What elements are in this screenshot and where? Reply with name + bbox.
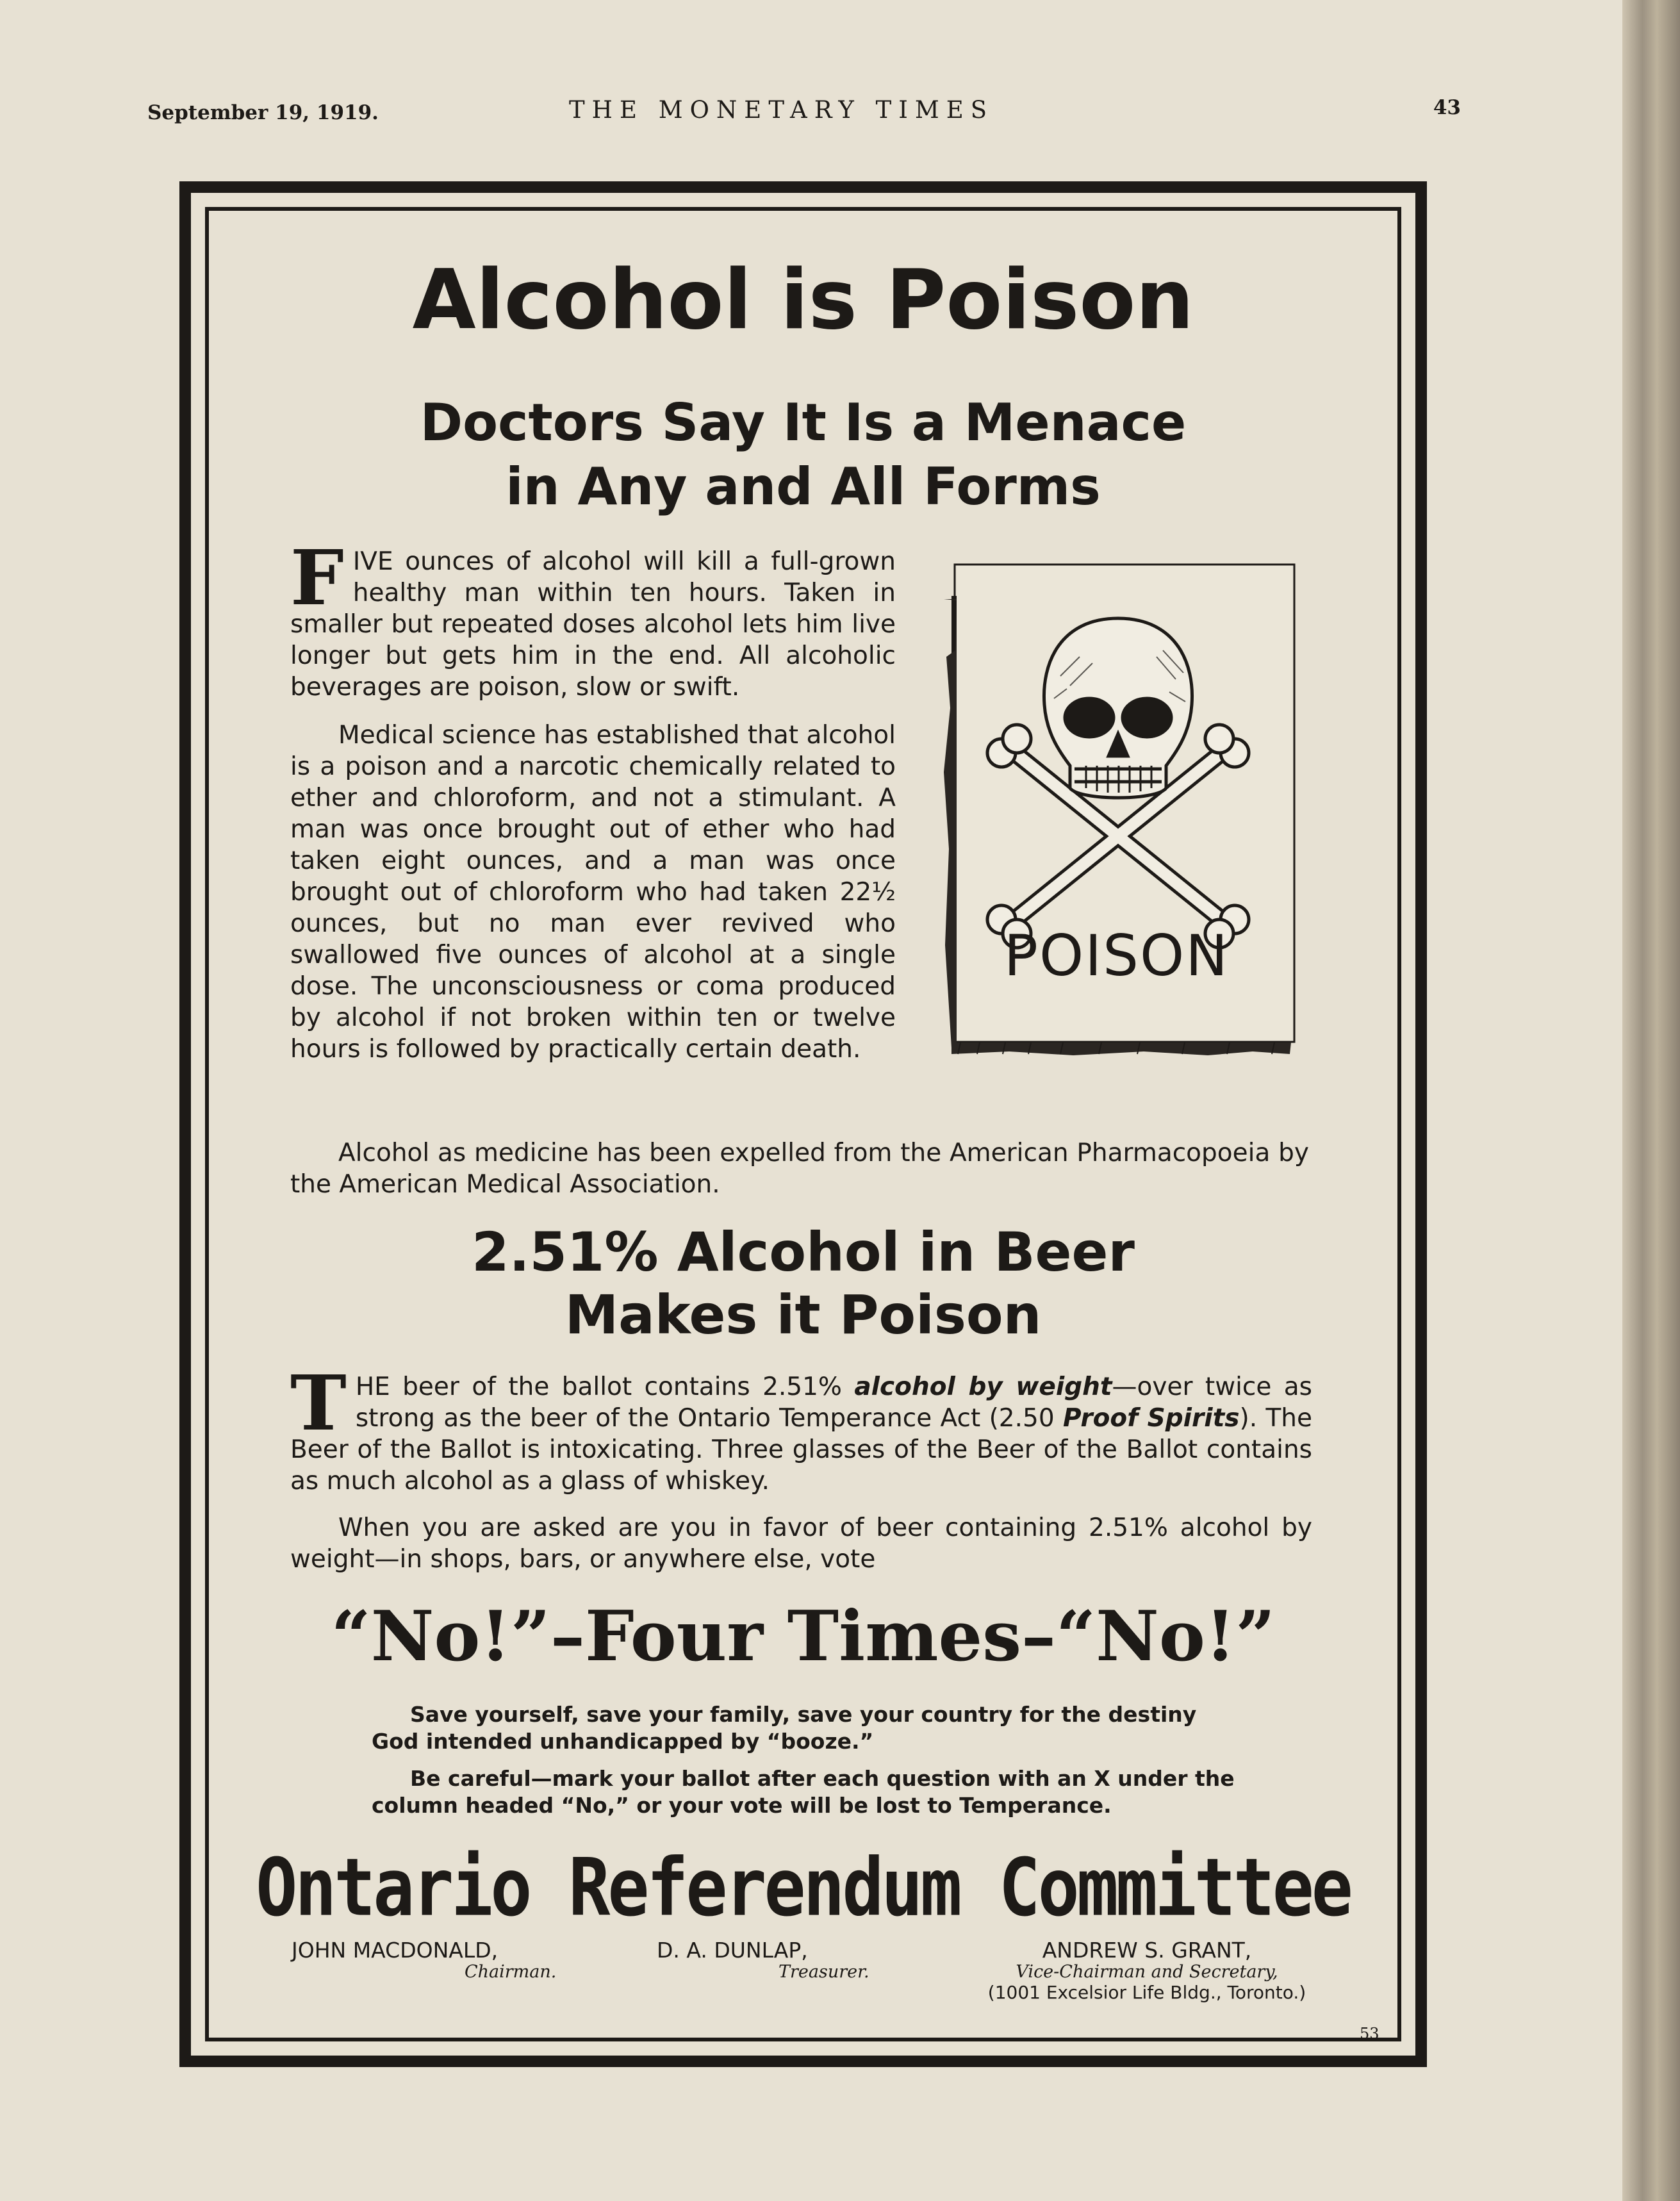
officer-role: Vice-Chairman and Secretary, — [1016, 1962, 1278, 1982]
officer-name: D. A. DUNLAP, — [657, 1938, 808, 1963]
page-header — [147, 96, 1461, 135]
ad-subtitle — [205, 391, 1401, 519]
beer-text-b: —over twice as strong as the beer of the Ontario Temperance Act (2.50 — [355, 1373, 1312, 1433]
save-yourself-text — [372, 1701, 1243, 1755]
intro-paragraph — [290, 533, 896, 703]
ad-title: Alcohol is Poison — [412, 252, 1194, 348]
officer-name: ANDREW S. GRANT, — [1042, 1938, 1252, 1963]
medicine-paragraph: Alcohol as medicine has been expelled from the American Pharmacopoeia by the American Medical Association. — [290, 1139, 1309, 1199]
officer-secretary — [955, 1938, 1339, 2004]
beer-text-c: ). The Beer of the Ballot is intoxicating. Three glasses of the Beer of the Ballot contains as much alcohol as a glass of whiskey. — [290, 1404, 1312, 1496]
medical-science-paragraph: Medical science has established that alcohol is a poison and a narcotic chemically related to ether and chloroform, and not a stimulant. A man was once brought out of ether who had taken eight ounces, and a man was once brought out of chloroform who had taken 22½ ounces, but no man ever revived who swallowed five ounces of alcohol at a single dose. The unconsciousness or coma produced by alcohol if not broken within ten or twelve hours is followed by practically certain death. — [290, 721, 896, 1064]
beer-paragraph — [290, 1358, 1312, 1497]
officer-chairman — [292, 1938, 556, 1982]
officer-address: (1001 Excelsior Life Bldg., Toronto.) — [987, 1982, 1306, 2003]
subtitle-line-2: in Any and All Forms — [506, 457, 1101, 516]
officer-role: Chairman. — [465, 1962, 557, 1982]
beer-emphasis-weight: alcohol by weight — [854, 1373, 1112, 1401]
be-careful-paragraph: Be careful—mark your ballot after each question with an X under the column headed “No,” or your vote will be lost to Temperance. — [372, 1766, 1235, 1818]
intro-text: IVE ounces of alcohol will kill a full-grown healthy man within ten hours. Taken in smaller but repeated doses alcohol lets him live longer but gets him in the end. All alcoholic beverages are poison, slow or swift. — [290, 547, 896, 702]
officer-role: Treasurer. — [778, 1962, 869, 1982]
drop-cap: F — [290, 533, 344, 622]
beer-heading-line-1: 2.51% Alcohol in Beer — [472, 1221, 1135, 1283]
beer-section — [290, 1358, 1312, 1575]
issue-date: September 19, 1919. — [147, 101, 379, 124]
be-careful-text — [372, 1765, 1243, 1819]
journal-name: THE MONETARY TIMES — [569, 96, 994, 124]
subtitle-line-1: Doctors Say It Is a Menace — [420, 393, 1187, 452]
page-number: 43 — [1433, 96, 1461, 119]
committee-name: Ontario Referendum Committee — [256, 1842, 1351, 1934]
beer-heading-line-2: Makes it Poison — [564, 1283, 1042, 1346]
save-yourself-paragraph: Save yourself, save your family, save your country for the destiny God intended unhandicapped by “booze.” — [372, 1702, 1197, 1754]
intro-column — [290, 533, 896, 1065]
poison-label-text: POISON — [1003, 923, 1230, 989]
beer-text-a: HE beer of the ballot contains 2.51% — [355, 1373, 855, 1401]
officer-name: JOHN MACDONALD, — [292, 1938, 498, 1963]
ad-number: 53 — [1360, 2025, 1379, 2043]
officer-treasurer — [657, 1938, 869, 1982]
vote-paragraph: When you are asked are you in favor of beer containing 2.51% alcohol by weight—in shops, bars, or anywhere else, vote — [290, 1513, 1312, 1574]
vote-no-slogan: “No!”–Four Times–“No!” — [331, 1596, 1276, 1677]
beer-emphasis-proof: Proof Spirits — [1062, 1404, 1240, 1433]
page-edge — [1622, 0, 1680, 2201]
beer-heading — [205, 1221, 1401, 1346]
drop-cap: T — [290, 1358, 347, 1447]
